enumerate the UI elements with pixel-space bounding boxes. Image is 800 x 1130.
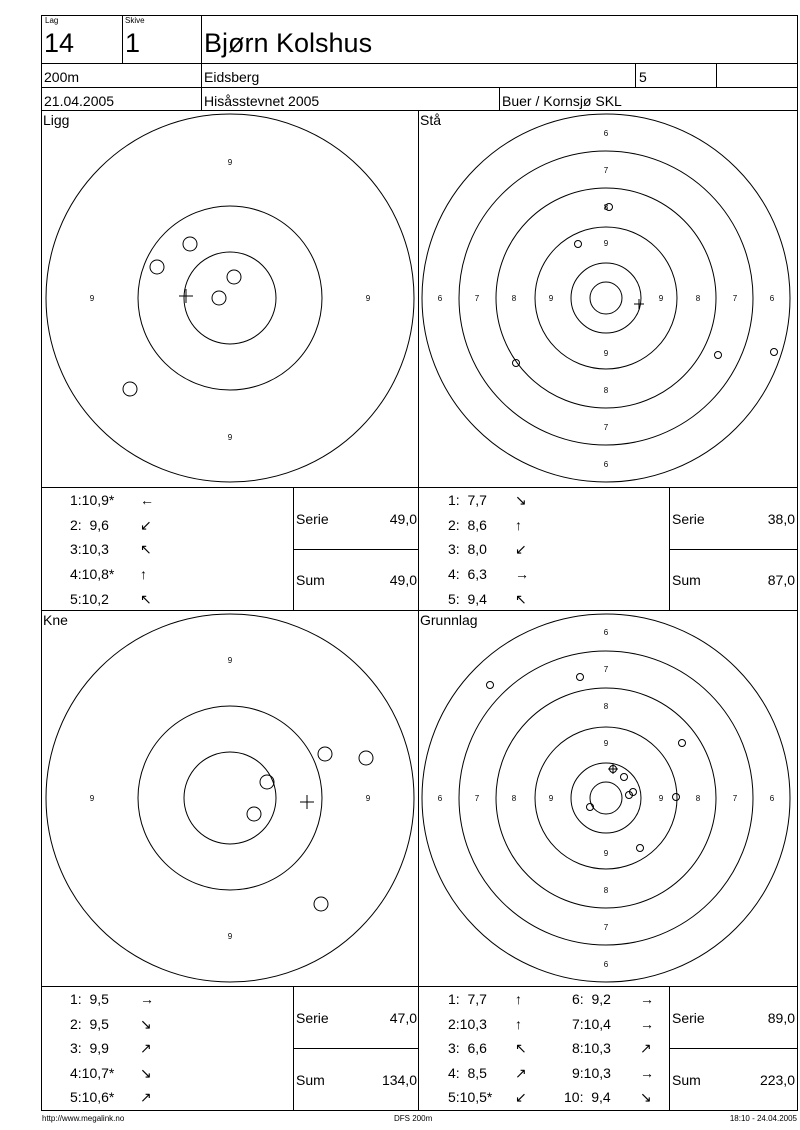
grunnlag-ring-label: 9 <box>658 794 664 803</box>
shot-direction-arrow-icon: ↑ <box>515 517 522 533</box>
grunnlag-ring-label: 7 <box>603 665 609 674</box>
shot-direction-arrow-icon: ↗ <box>640 1040 652 1056</box>
grunnlag-title: Grunnlag <box>420 612 478 628</box>
shot-direction-arrow-icon: → <box>640 991 654 1007</box>
ligg-serie-label: Serie <box>296 511 329 527</box>
kne-ring-10 <box>184 752 276 844</box>
ligg-ring-9 <box>138 206 322 390</box>
shot-direction-arrow-icon: ↙ <box>140 517 152 533</box>
staa-ring-label: 8 <box>603 203 609 212</box>
staa-ring-label: 7 <box>474 294 480 303</box>
shot-value: 6: 9,2 <box>572 991 611 1007</box>
staa-ring-label: 6 <box>603 129 609 138</box>
grunnlag-ring-9 <box>535 727 677 869</box>
shot-value: 4:10,7* <box>70 1065 115 1081</box>
grunnlag-ring-label: 6 <box>769 794 775 803</box>
ligg-shot <box>123 382 137 396</box>
grunnlag-serie-value: 89,0 <box>767 1010 795 1026</box>
grunnlag-ring-label: 7 <box>732 794 738 803</box>
staa-serie-value: 38,0 <box>767 511 795 527</box>
shot-value: 3:10,3 <box>70 541 109 557</box>
staa-ring-label: 8 <box>695 294 701 303</box>
shot-direction-arrow-icon: ↖ <box>515 1040 527 1056</box>
kne-shot <box>247 807 261 821</box>
shot-row <box>70 566 114 582</box>
lag-value: 14 <box>44 28 75 58</box>
ligg-shot <box>150 260 164 274</box>
grunnlag-ring-x <box>590 782 622 814</box>
kne-ring-label: 9 <box>365 794 371 803</box>
ligg-sum-value: 49,0 <box>389 572 417 588</box>
staa-ring-label: 6 <box>603 460 609 469</box>
shot-value: 8:10,3 <box>572 1040 611 1056</box>
shot-direction-arrow-icon: ↖ <box>140 541 152 557</box>
shot-value: 2: 9,5 <box>70 1016 109 1032</box>
grunnlag-ring-label: 8 <box>511 794 517 803</box>
shot-direction-arrow-icon: → <box>515 566 529 582</box>
kne-sum-value: 134,0 <box>381 1072 417 1088</box>
staa-ring-7 <box>459 151 753 445</box>
grunnlag-shot <box>679 740 686 747</box>
shot-row <box>70 591 109 607</box>
grunnlag-shot <box>673 794 680 801</box>
grunnlag-ring-label: 9 <box>603 739 609 748</box>
shot-row <box>70 541 109 557</box>
ligg-shot <box>183 237 197 251</box>
shot-direction-arrow-icon: ↖ <box>515 591 527 607</box>
shot-value: 1:10,9* <box>70 492 115 508</box>
kne-ring-label: 9 <box>227 932 233 941</box>
place: Eidsberg <box>204 69 260 85</box>
kne-ring-label: 9 <box>89 794 95 803</box>
ligg-title: Ligg <box>43 112 70 128</box>
skive-value: 1 <box>125 28 141 58</box>
ligg-ring-label: 9 <box>365 294 371 303</box>
shot-direction-arrow-icon: → <box>140 991 154 1007</box>
staa-ring-label: 8 <box>511 294 517 303</box>
shot-value: 3: 6,6 <box>448 1040 487 1056</box>
date: 21.04.2005 <box>44 93 115 109</box>
staa-shot <box>771 349 778 356</box>
staa-ring-label: 9 <box>603 349 609 358</box>
kne-sum-label: Sum <box>296 1072 325 1088</box>
grunnlag-ring-label: 6 <box>437 794 443 803</box>
club: Buer / Kornsjø SKL <box>502 93 622 109</box>
staa-ring-label: 9 <box>658 294 664 303</box>
staa-ring-9 <box>535 227 677 369</box>
shot-direction-arrow-icon: ↑ <box>140 566 147 582</box>
ligg-center-cross <box>179 289 193 303</box>
kne-ring-label: 9 <box>227 656 233 665</box>
ligg-ring-label: 9 <box>227 158 233 167</box>
shot-value: 10: 9,4 <box>564 1089 611 1105</box>
ligg-ring-outer <box>46 114 414 482</box>
ligg-ring-label: 9 <box>227 433 233 442</box>
staa-ring-10 <box>571 263 641 333</box>
staa-sum-label: Sum <box>672 572 701 588</box>
grunnlag-shot <box>621 774 628 781</box>
lag-label: Lag <box>45 16 59 25</box>
staa-ring-label: 7 <box>603 166 609 175</box>
kne-title: Kne <box>43 612 68 628</box>
grunnlag-ring-label: 6 <box>603 628 609 637</box>
staa-ring-label: 9 <box>548 294 554 303</box>
shot-direction-arrow-icon: ↘ <box>515 492 527 508</box>
footer-timestamp: 18:10 - 24.04.2005 <box>729 1114 797 1123</box>
staa-sum-value: 87,0 <box>767 572 795 588</box>
shot-value: 7:10,4 <box>572 1016 611 1032</box>
ligg-shot <box>227 270 241 284</box>
kne-shot <box>318 747 332 761</box>
shot-value: 1: 7,7 <box>448 991 487 1007</box>
staa-title: Stå <box>420 112 442 128</box>
staa-ring-label: 8 <box>603 386 609 395</box>
kne-shot <box>314 897 328 911</box>
shot-direction-arrow-icon: → <box>640 1016 654 1032</box>
skive-label: Skive <box>125 16 145 25</box>
shot-value: 2: 9,6 <box>70 517 109 533</box>
grunnlag-center-cross <box>608 764 618 774</box>
shot-row <box>70 492 170 508</box>
staa-center-cross <box>634 299 644 309</box>
shot-direction-arrow-icon: → <box>640 1065 654 1081</box>
shot-direction-arrow-icon: ↗ <box>140 1089 152 1105</box>
staa-ring-label: 7 <box>732 294 738 303</box>
ligg-serie-value: 49,0 <box>389 511 417 527</box>
shot-direction-arrow-icon: ↙ <box>515 541 527 557</box>
shot-value: 4:10,8* <box>70 566 115 582</box>
shot-value: 3: 9,9 <box>70 1040 109 1056</box>
shot-value: 4: 8,5 <box>448 1065 487 1081</box>
kne-shot <box>359 751 373 765</box>
shot-direction-arrow-icon: ↑ <box>515 1016 522 1032</box>
ligg-shot <box>212 291 226 305</box>
distance: 200m <box>44 69 80 85</box>
ligg-sum-label: Sum <box>296 572 325 588</box>
grunnlag-sum-value: 223,0 <box>759 1072 795 1088</box>
staa-ring-label: 9 <box>603 239 609 248</box>
shot-value: 2:10,3 <box>448 1016 487 1032</box>
shot-value: 1: 9,5 <box>70 991 109 1007</box>
kne-serie-value: 47,0 <box>389 1010 417 1026</box>
shot-direction-arrow-icon: ↖ <box>140 591 152 607</box>
shot-row <box>70 517 109 533</box>
staa-shot <box>715 352 722 359</box>
staa-ring-label: 7 <box>603 423 609 432</box>
footer-url[interactable]: http://www.megalink.no <box>42 1114 125 1123</box>
kne-center-cross <box>300 795 314 809</box>
shot-value: 5:10,2 <box>70 591 109 607</box>
grunnlag-shot <box>487 682 494 689</box>
grunnlag-shot <box>637 845 644 852</box>
staa-ring-label: 6 <box>769 294 775 303</box>
shot-direction-arrow-icon: ↘ <box>140 1065 152 1081</box>
grunnlag-serie-label: Serie <box>672 1010 705 1026</box>
shot-direction-arrow-icon: ← <box>140 492 154 508</box>
shot-value: 5:10,6* <box>70 1089 115 1105</box>
shot-value: 5: 9,4 <box>448 591 487 607</box>
grunnlag-ring-label: 8 <box>695 794 701 803</box>
grunnlag-ring-label: 6 <box>603 960 609 969</box>
shot-value: 5:10,5* <box>448 1089 493 1105</box>
kne-shot <box>260 775 274 789</box>
staa-shot <box>575 241 582 248</box>
event: Hisåsstevnet 2005 <box>204 93 320 109</box>
grunnlag-ring-7 <box>459 651 753 945</box>
ligg-ring-label: 9 <box>89 294 95 303</box>
grunnlag-sum-label: Sum <box>672 1072 701 1088</box>
staa-ring-8 <box>496 188 716 408</box>
shot-value: 2: 8,6 <box>448 517 487 533</box>
class: 5 <box>639 69 647 85</box>
shot-value: 4: 6,3 <box>448 566 487 582</box>
shot-value: 3: 8,0 <box>448 541 487 557</box>
grunnlag-ring-label: 7 <box>474 794 480 803</box>
shot-direction-arrow-icon: ↘ <box>140 1016 152 1032</box>
shooter-name: Bjørn Kolshus <box>204 28 373 58</box>
staa-ring-x <box>590 282 622 314</box>
staa-ring-label: 6 <box>437 294 443 303</box>
footer-program: DFS 200m <box>394 1114 433 1123</box>
shot-value: 1: 7,7 <box>448 492 487 508</box>
kne-ring-outer <box>46 614 414 982</box>
staa-serie-label: Serie <box>672 511 705 527</box>
grunnlag-shot <box>577 674 584 681</box>
grunnlag-ring-label: 9 <box>548 794 554 803</box>
shot-direction-arrow-icon: ↑ <box>515 991 522 1007</box>
shot-direction-arrow-icon: ↗ <box>140 1040 152 1056</box>
grunnlag-ring-label: 9 <box>603 849 609 858</box>
shot-direction-arrow-icon: ↘ <box>640 1089 652 1105</box>
grunnlag-ring-label: 8 <box>603 702 609 711</box>
shot-direction-arrow-icon: ↙ <box>515 1089 527 1105</box>
grunnlag-ring-label: 8 <box>603 886 609 895</box>
shot-direction-arrow-icon: ↗ <box>515 1065 527 1081</box>
kne-serie-label: Serie <box>296 1010 329 1026</box>
kne-ring-9 <box>138 706 322 890</box>
grunnlag-ring-label: 7 <box>603 923 609 932</box>
shot-value: 9:10,3 <box>572 1065 611 1081</box>
grunnlag-ring-8 <box>496 688 716 908</box>
ligg-ring-10 <box>184 252 276 344</box>
